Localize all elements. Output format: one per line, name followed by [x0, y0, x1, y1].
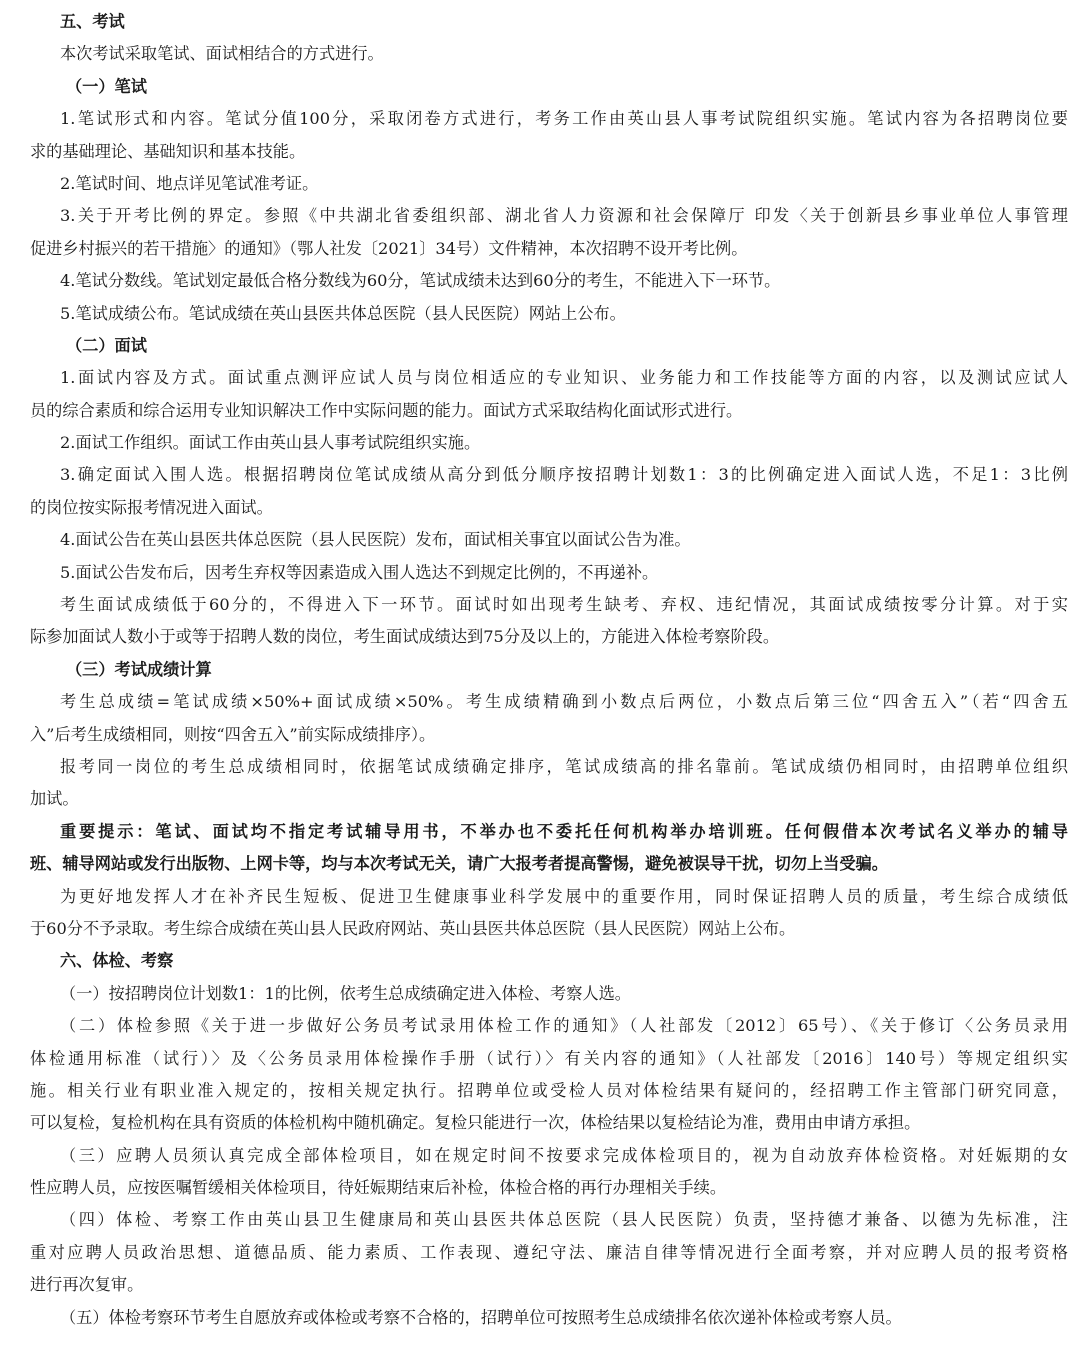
- paragraph-line: （五）体检考察环节考生自愿放弃或体检或考察不合格的，招聘单位可按照考生总成绩排名依次递补体检或考察人员。: [60, 1307, 902, 1327]
- paragraph-line: 促进乡村振兴的若干措施〉的通知》（鄂人社发〔2021〕34号）文件精神，本次招聘不设开考比例。: [30, 238, 748, 258]
- paragraph-line: 5.笔试成绩公布。笔试成绩在英山县医共体总医院（县人民医院）网站上公布。: [60, 303, 626, 323]
- paragraph-line: 性应聘人员，应按医嘱暂缓相关体检项目，待妊娠期结束后补检，体检合格的再行办理相关手续。: [30, 1178, 727, 1198]
- paragraph-line: 求的基础理论、基础知识和基本技能。: [30, 141, 306, 161]
- paragraph-line: 考生面试成绩低于60分的，不得进入下一环节。面试时如出现考生缺考、弃权、违纪情况，其面试成绩按零分计算。对于实: [60, 595, 1068, 615]
- paragraph-line: 于60分不予录取。考生综合成绩在英山县人民政府网站、英山县医共体总医院（县人民医院）网站上公布。: [30, 918, 796, 938]
- paragraph-line: 3.确定面试入围人选。根据招聘岗位笔试成绩从高分到低分顺序按招聘计划数1：3的比例确定进入面试人选，不足1：3比例: [60, 465, 1068, 485]
- paragraph-line: 的岗位按实际报考情况进入面试。: [30, 497, 273, 517]
- section-heading-exam: 五、考试: [60, 12, 125, 31]
- paragraph-line: 4.笔试分数线。笔试划定最低合格分数线为60分，笔试成绩未达到60分的考生，不能进入下一环节。: [60, 271, 781, 291]
- paragraph-line: 本次考试采取笔试、面试相结合的方式进行。: [60, 44, 384, 64]
- paragraph-line: 施。相关行业有职业准入规定的，按相关规定执行。招聘单位或受检人员对体检结果有疑问的，经招聘工作主管部门研究同意，: [30, 1080, 1068, 1100]
- paragraph-line: 2.笔试时间、地点详见笔试准考证。: [60, 173, 319, 193]
- paragraph-line: 报考同一岗位的考生总成绩相同时，依据笔试成绩确定排序，笔试成绩高的排名靠前。笔试成绩仍相同时，由招聘单位组织: [60, 756, 1068, 776]
- subsection-heading-interview: （二）面试: [66, 335, 147, 355]
- paragraph-line: 1.笔试形式和内容。笔试分值100分，采取闭卷方式进行，考务工作由英山县人事考试院组织实施。笔试内容为各招聘岗位要: [60, 109, 1068, 129]
- paragraph-line: 4.面试公告在英山县医共体总医院（县人民医院）发布，面试相关事宜以面试公告为准。: [60, 530, 691, 550]
- paragraph-line: 为更好地发挥人才在补齐民生短板、促进卫生健康事业科学发展中的重要作用，同时保证招聘人员的质量，考生综合成绩低: [60, 886, 1068, 906]
- section-heading-physical-exam: 六、体检、考察: [60, 951, 174, 971]
- subsection-heading-written-exam: （一）笔试: [66, 76, 147, 96]
- paragraph-line: 加试。: [30, 789, 79, 809]
- important-notice-line: 班、辅导网站或发行出版物、上网卡等，均与本次考试无关，请广大报考者提高警惕，避免被误导干扰，切勿上当受骗。: [30, 854, 888, 874]
- paragraph-line: （四）体检、考察工作由英山县卫生健康局和英山县医共体总医院（县人民医院）负责，坚持德才兼备、以德为先标准，注: [60, 1210, 1068, 1230]
- paragraph-line: 重对应聘人员政治思想、道德品质、能力素质、工作表现、遵纪守法、廉洁自律等情况进行全面考察，并对应聘人员的报考资格: [30, 1242, 1068, 1262]
- important-notice-line: 重要提示：笔试、面试均不指定考试辅导用书，不举办也不委托任何机构举办培训班。任何假借本次考试名义举办的辅导: [60, 821, 1068, 841]
- paragraph-line: 考生总成绩=笔试成绩×50%+面试成绩×50%。考生成绩精确到小数点后两位，小数点后第三位“四舍五入”（若“四舍五: [60, 692, 1068, 712]
- paragraph-line: （三）应聘人员须认真完成全部体检项目，如在规定时间不按要求完成体检项目的，视为自动放弃体检资格。对妊娠期的女: [60, 1145, 1068, 1165]
- paragraph-line: 3.关于开考比例的界定。参照《中共湖北省委组织部、湖北省人力资源和社会保障厅 印发〈关于创新县乡事业单位人事管理: [60, 206, 1068, 226]
- paragraph-line: 可以复检，复检机构在具有资质的体检机构中随机确定。复检只能进行一次，体检结果以复检结论为准，费用由申请方承担。: [30, 1113, 921, 1133]
- subsection-heading-score-calculation: （三）考试成绩计算: [66, 659, 212, 679]
- paragraph-line: 体检通用标准（试行）〉及〈公务员录用体检操作手册（试行）〉有关内容的通知》（人社部发〔2016〕140号）等规定组织实: [30, 1048, 1068, 1068]
- paragraph-line: （二）体检参照《关于进一步做好公务员考试录用体检工作的通知》（人社部发〔2012〕65号）、《关于修订〈公务员录用: [60, 1016, 1068, 1036]
- paragraph-line: 员的综合素质和综合运用专业知识解决工作中实际问题的能力。面试方式采取结构化面试形式进行。: [30, 400, 743, 420]
- paragraph-line: （一）按招聘岗位计划数1：1的比例，依考生总成绩确定进入体检、考察人选。: [60, 983, 631, 1003]
- paragraph-line: 5.面试公告发布后，因考生弃权等因素造成入围人选达不到规定比例的，不再递补。: [60, 562, 659, 582]
- paragraph-line: 进行再次复审。: [30, 1275, 144, 1295]
- paragraph-line: 2.面试工作组织。面试工作由英山县人事考试院组织实施。: [60, 433, 481, 453]
- paragraph-line: 入”后考生成绩相同，则按“四舍五入”前实际成绩排序）。: [30, 724, 436, 744]
- paragraph-line: 际参加面试人数小于或等于招聘人数的岗位，考生面试成绩达到75分及以上的，方能进入体检考察阶段。: [30, 627, 780, 647]
- paragraph-line: 1.面试内容及方式。面试重点测评应试人员与岗位相适应的专业知识、业务能力和工作技能等方面的内容，以及测试应试人: [60, 368, 1068, 388]
